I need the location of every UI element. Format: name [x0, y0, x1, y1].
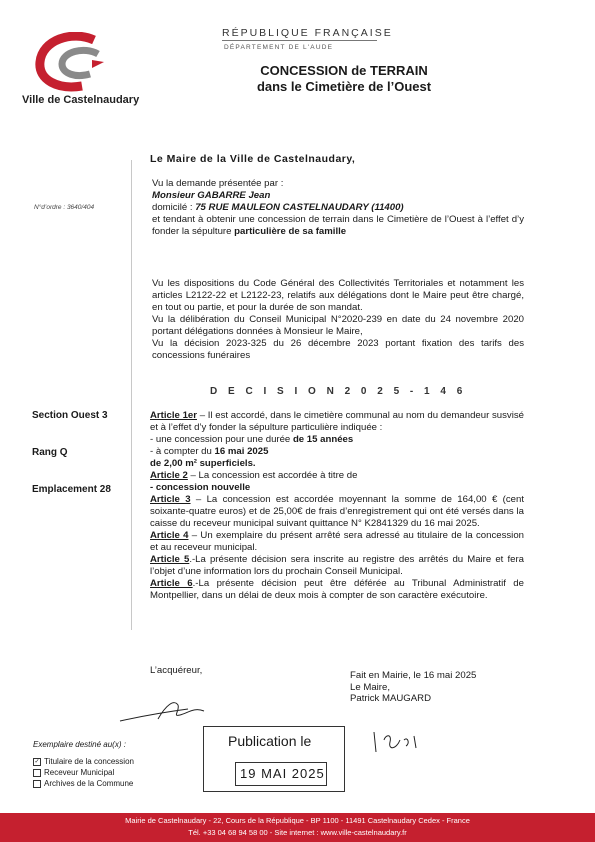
article-1-start: - à compter du 16 mai 2025 [150, 446, 269, 457]
emplacement-label: Emplacement 28 [32, 484, 111, 495]
mayor-name: Patrick MAUGARD [350, 693, 432, 704]
request-purpose: et tendant à obtenir une concession de terrain dans le Cimetière de l’Ouest à l’effet d’y fonder la sépulture particulière de sa famille [152, 214, 524, 237]
article-2-type: - concession nouvelle [150, 482, 251, 493]
section-label: Section Ouest 3 [32, 410, 108, 421]
footer-address: Mairie de Castelnaudary - 22, Cours de la République - BP 1100 - 11491 Castelnaudary Cedex - France [125, 816, 470, 825]
considerants-block [152, 278, 524, 362]
request-intro: Vu la demande présentée par : [152, 178, 284, 189]
considerant: Vu les dispositions du Code Général des Collectivités Territoriales et notamment les articles L2122-22 et L2122-23, relatifs aux délégations dont le Maire peut être chargé, en tout ou partie, et pour la durée de son mandat. [152, 278, 524, 313]
city-name: Ville de Castelnaudary [22, 94, 140, 106]
distribution-item: Receveur Municipal [33, 768, 114, 777]
footer-contact: Tél. +33 04 68 94 58 00 - Site internet : www.ville-castelnaudary.fr [188, 828, 407, 837]
articles-block [150, 410, 524, 602]
document-title: CONCESSION de TERRAIN [260, 63, 428, 78]
article-4: Article 4 – Un exemplaire du présent arrêté sera adressé au titulaire de la concession et au receveur municipal. [150, 530, 524, 553]
article-1-duration: - une concession pour une durée de 15 années [150, 434, 354, 445]
city-logo [32, 32, 104, 92]
department-heading: DÉPARTEMENT DE L'AUDE [224, 44, 334, 51]
document-subtitle: dans le Cimetière de l’Ouest [256, 79, 432, 94]
margin-rule [131, 160, 132, 630]
distribution-item: Archives de la Commune [33, 779, 133, 788]
republic-heading: RÉPUBLIQUE FRANÇAISE [222, 27, 393, 39]
checked-box-icon: ✓ [34, 758, 40, 765]
requester-name: Monsieur GABARRE Jean [152, 190, 271, 201]
article-1-area: de 2,00 m² superficiels. [150, 458, 256, 469]
mayor-heading: Le Maire de la Ville de Castelnaudary, [150, 153, 356, 165]
mayor-signature [370, 728, 430, 758]
acquereur-label: L’acquéreur, [150, 665, 203, 676]
empty-box-icon [33, 769, 41, 777]
distribution-title: Exemplaire destiné au(x) : [33, 740, 126, 749]
acquereur-signature [118, 695, 208, 725]
request-block [152, 178, 524, 238]
signed-date: Fait en Mairie, le 16 mai 2025 [350, 670, 477, 681]
rang-label: Rang Q [32, 447, 68, 458]
publication-date: 19 MAI 2025 [240, 766, 325, 781]
considerant: Vu la délibération du Conseil Municipal N°2020-239 en date du 24 novembre 2020 portant délégations données à Monsieur le Maire, [152, 314, 524, 337]
requester-domicile: domicilé : 75 RUE MAULEON CASTELNAUDARY (11400) [152, 202, 404, 213]
considerant: Vu la décision 2023-325 du 26 décembre 2023 portant fixation des tarifs des concessions funéraires [152, 338, 524, 361]
article-1: Article 1er – Il est accordé, dans le cimetière communal au nom du demandeur susvisé et à l’effet d’y fonder la sépulture particulière indiquée : [150, 410, 524, 433]
order-number: N°d’ordre : 3640/404 [34, 204, 95, 211]
distribution-item: ✓ Titulaire de la concession [34, 757, 134, 766]
publication-label: Publication le [228, 733, 312, 749]
article-2: Article 2 – La concession est accordée à titre de [150, 470, 358, 481]
mayor-title: Le Maire, [350, 681, 390, 693]
article-3: Article 3 – La concession est accordée moyennant la somme de 164,00 € (cent soixante-quatre euros) et de 25,00€ de frais d’enregistrement qui ont été versés dans la caisse du receveur municipal suivant quittance N° K2841329 du 16 mai 2025. [150, 494, 524, 529]
empty-box-icon [33, 780, 41, 788]
article-6: Article 6.-La présente décision peut être déférée au Tribunal Administratif de Montpellier, dans un délai de deux mois à compter de son caractère exécutoire. [150, 578, 524, 601]
decision-title: D E C I S I O N 2 0 2 5 - 1 4 6 [210, 386, 467, 397]
header-divider [222, 40, 377, 41]
article-5: Article 5.-La présente décision sera inscrite au registre des arrêtés du Maire et fera l’objet d’une information lors du prochain Conseil Municipal. [150, 554, 524, 577]
mayor-signature-block [350, 670, 476, 705]
